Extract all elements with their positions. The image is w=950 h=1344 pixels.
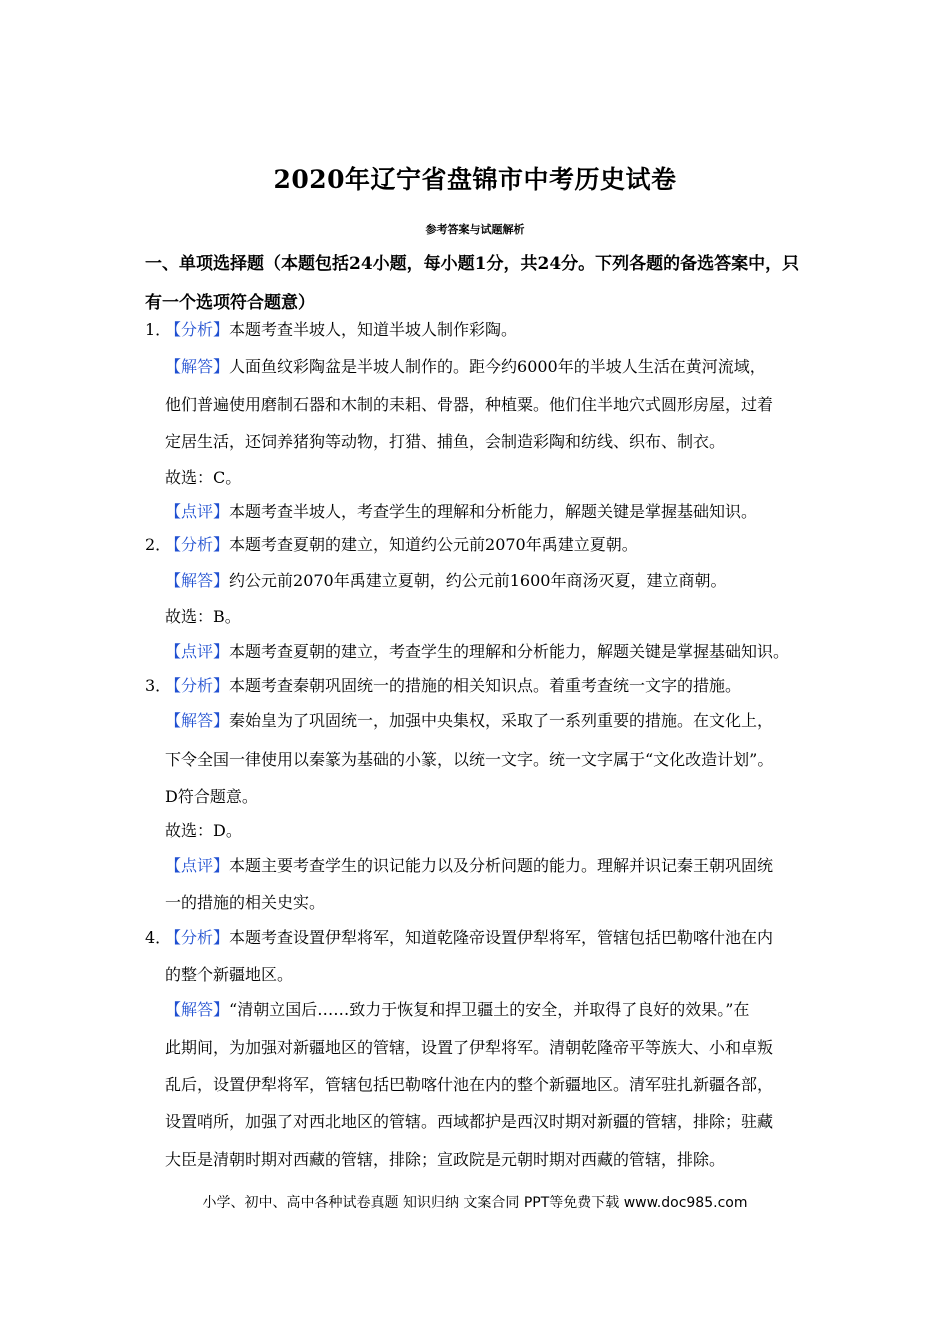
choice-text: 故选：C。 <box>165 468 242 487</box>
analysis-text: 本题考查半坡人，知道半坡人制作彩陶。 <box>229 320 518 339</box>
analysis-text: 本题考查秦朝巩固统一的措施的相关知识点。着重考查统一文字的措施。 <box>229 676 742 695</box>
answer-line <box>165 357 766 377</box>
answer-text: 他们普遍使用磨制石器和木制的耒耜、骨器，种植粟。他们住半地穴式圆形房屋，过着 <box>165 395 774 414</box>
comment-text: 本题主要考查学生的识记能力以及分析问题的能力。理解并识记秦王朝巩固统 <box>229 856 774 875</box>
analysis-tag: 【分析】 <box>165 535 230 554</box>
comment-tag: 【点评】 <box>165 642 230 661</box>
analysis-text: 的整个新疆地区。 <box>165 965 294 984</box>
comment-tag: 【点评】 <box>165 502 230 521</box>
analysis-tag: 【分析】 <box>165 928 230 947</box>
section-heading-line2: 有一个选项符合题意） <box>145 293 315 313</box>
question-number: 1． <box>145 320 172 339</box>
question-number: 3． <box>145 676 172 695</box>
answer-line <box>165 1000 749 1020</box>
section-heading-line1: 一、单项选择题（本题包括24小题，每小题1分，共24分。下列各题的备选答案中，只 <box>145 254 800 274</box>
answer-line <box>165 711 773 731</box>
answer-text: “清朝立国后……致力于恢复和捍卫疆土的安全，并取得了良好的效果。”在 <box>229 1000 750 1019</box>
page-footer: 小学、初中、高中各种试卷真题 知识归纳 文案合同 PPT等免费下载 www.doc985.com <box>202 1195 748 1211</box>
analysis-line <box>165 928 773 948</box>
analysis-text: 本题考查夏朝的建立，知道约公元前2070年禹建立夏朝。 <box>229 535 638 554</box>
answer-text: 下令全国一律使用以秦篆为基础的小篆，以统一文字。统一文字属于“文化改造计划”。 <box>165 750 774 769</box>
choice-text: 故选：D。 <box>165 821 242 840</box>
comment-tag: 【点评】 <box>165 856 230 875</box>
answer-text: D符合题意。 <box>165 787 258 806</box>
comment-text: 一的措施的相关史实。 <box>165 893 326 912</box>
analysis-line <box>165 320 517 340</box>
answer-text: 此期间，为加强对新疆地区的管辖，设置了伊犁将军。清朝乾隆帝平等族大、小和卓叛 <box>165 1038 774 1057</box>
answer-text: 人面鱼纹彩陶盆是半坡人制作的。距今约6000年的半坡人生活在黄河流域， <box>229 357 766 376</box>
question-number: 4． <box>145 928 172 947</box>
question-number: 2． <box>145 535 172 554</box>
choice-text: 故选：B。 <box>165 607 241 626</box>
answer-text: 大臣是清朝时期对西藏的管辖，排除；宣政院是元朝时期对西藏的管辖，排除。 <box>165 1150 726 1169</box>
answer-text: 定居生活，还饲养猪狗等动物，打猎、捕鱼，会制造彩陶和纺线、织布、制衣。 <box>165 432 726 451</box>
analysis-tag: 【分析】 <box>165 320 230 339</box>
answer-line <box>165 571 726 591</box>
analysis-tag: 【分析】 <box>165 676 230 695</box>
comment-text: 本题考查半坡人，考查学生的理解和分析能力，解题关键是掌握基础知识。 <box>229 502 758 521</box>
answer-tag: 【解答】 <box>165 357 230 376</box>
comment-line <box>165 642 789 662</box>
answer-text: 乱后，设置伊犁将军，管辖包括巴勒喀什池在内的整个新疆地区。清军驻扎新疆各部， <box>165 1075 774 1094</box>
analysis-line <box>165 535 638 555</box>
answer-text: 设置哨所，加强了对西北地区的管辖。西域都护是西汉时期对新疆的管辖，排除；驻藏 <box>165 1112 774 1131</box>
page-subtitle: 参考答案与试题解析 <box>425 223 525 236</box>
comment-line <box>165 856 773 876</box>
answer-text: 秦始皇为了巩固统一，加强中央集权，采取了一系列重要的措施。在文化上， <box>229 711 774 730</box>
page-title: 2020年辽宁省盘锦市中考历史试卷 <box>273 165 677 194</box>
answer-text: 约公元前2070年禹建立夏朝，约公元前1600年商汤灭夏，建立商朝。 <box>229 571 727 590</box>
analysis-text: 本题考查设置伊犁将军，知道乾隆帝设置伊犁将军，管辖包括巴勒喀什池在内 <box>229 928 774 947</box>
comment-text: 本题考查夏朝的建立，考查学生的理解和分析能力，解题关键是掌握基础知识。 <box>229 642 790 661</box>
answer-tag: 【解答】 <box>165 711 230 730</box>
answer-tag: 【解答】 <box>165 571 230 590</box>
answer-tag: 【解答】 <box>165 1000 230 1019</box>
comment-line <box>165 502 757 522</box>
analysis-line <box>165 676 741 696</box>
